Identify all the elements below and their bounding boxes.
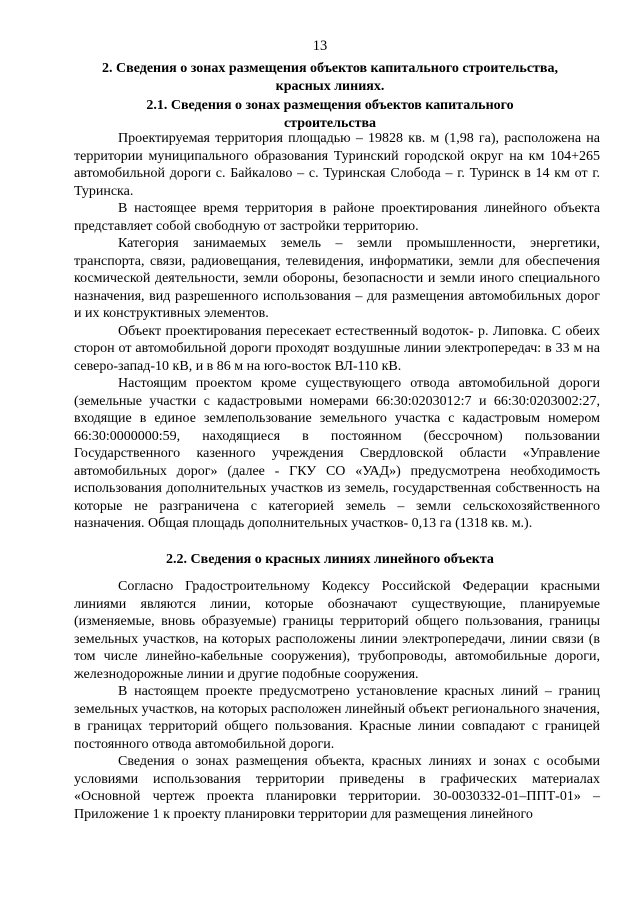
subsection-2-2-body — [74, 578, 600, 823]
page-number: 13 — [312, 38, 328, 54]
paragraph: В настоящее время территория в районе проектирования линейного объекта представляет собой свободную от застройки территорию. — [74, 201, 600, 234]
paragraph: Сведения о зонах размещения объекта, красных линиях и зонах с особыми условиями использования территории приведены в графических материалах «Основной чертеж проекта планировки территории. 30-0030332-01–ППТ-01» – Приложение 1 к проекту планировки территории для размещения линейного — [74, 754, 600, 822]
section-2-title-line1: 2. Сведения о зонах размещения объектов капитального строительства, — [102, 61, 558, 76]
paragraph: Согласно Градостроительному Кодексу Российской Федерации красными линиями являются линии, которые обозначают существующие, планируемые (изменяемые, вновь образуемые) границы территорий общего пользования, границы земельных участков, на которых расположены линии электропередачи, линии связи (в том числе линейно-кабельные сооружения), трубопроводы, автомобильные дороги, железнодорожные линии и другие подобные сооружения. — [74, 579, 600, 682]
subsection-2-1-title-line2: строительства — [283, 115, 377, 131]
section-2-title-line2: красных линиях. — [275, 78, 385, 94]
paragraph: Настоящим проектом кроме существующего отвода автомобильной дороги (земельные участки с кадастровыми номерами 66:30:0203012:7 и 66:30:0203002:27, входящие в единое землепользование земельного участка с кадастровым номером 66:30:0000000:59, находящиеся в постоянном (бессрочном) пользовании Государственного казенного учреждения Свердловской области «Управление автомобильных дорог» (далее - ГКУ СО «УАД») предусмотрена необходимость использования дополнительных участков из земель, государственная собственность на которые не разграничена с категорией земель – земли сельскохозяйственного назначения. Общая площадь дополнительных участков- 0,13 га (1318 кв. м.). — [74, 376, 600, 531]
paragraph: В настоящем проекте предусмотрено установление красных линий – границ земельных участков, на которых расположен линейный объект регионального значения, в границах территорий общего пользования. Красные линии совпадают с границей постоянного отвода автомобильной дороги. — [74, 684, 600, 752]
subsection-2-1-heading — [60, 97, 600, 132]
subsection-2-1-body — [74, 130, 600, 533]
section-2-heading — [60, 60, 600, 95]
subsection-2-2-heading: 2.2. Сведения о красных линиях линейного объекта — [166, 552, 494, 567]
paragraph: Объект проектирования пересекает естественный водоток- р. Липовка. С обеих сторон от автомобильной дороги проходят воздушные линии электропередач: в 33 м на северо-запад-10 кВ, и в 86 м на юго-восток ВЛ-110 кВ. — [74, 323, 600, 374]
subsection-2-1-title-line1: 2.1. Сведения о зонах размещения объектов капитального — [146, 98, 514, 113]
paragraph: Категория занимаемых земель – земли промышленности, энергетики, транспорта, связи, радиовещания, телевидения, информатики, земли для обеспечения космической деятельности, земли обороны, безопасности и земли иного специального назначения, вид разрешенного использования – для размещения автомобильных дорог и их конструктивных элементов. — [74, 236, 600, 321]
paragraph: Проектируемая территория площадью – 19828 кв. м (1,98 га), расположена на территории муниципального образования Туринский городской округ на км 104+265 автомобильной дороги с. Байкалово – с. Туринская Слобода – г. Туринск в 14 км от г. Туринска. — [74, 131, 600, 199]
